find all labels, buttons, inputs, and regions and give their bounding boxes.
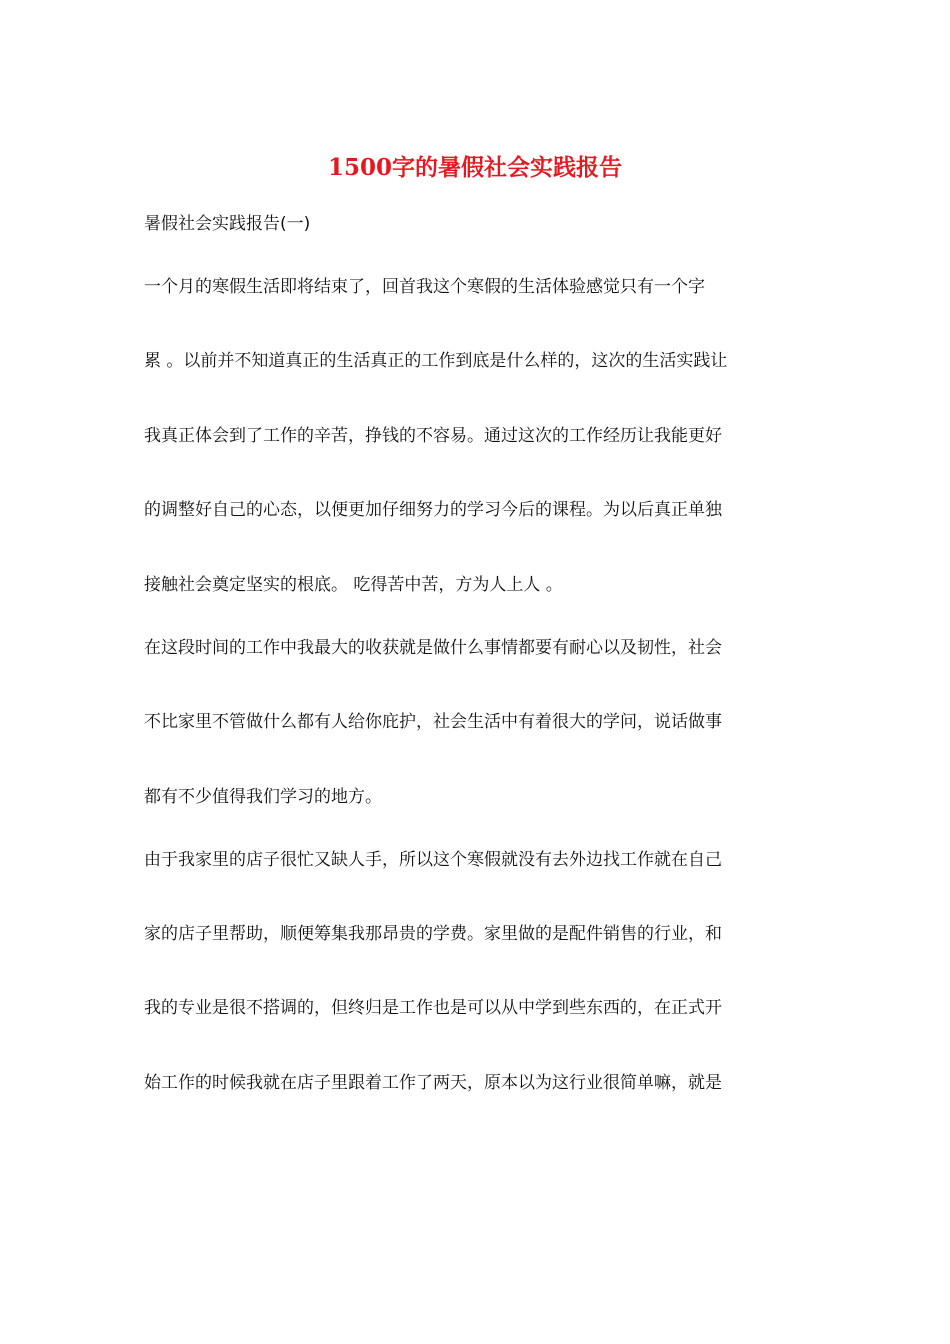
- body-line: 我真正体会到了工作的辛苦，挣钱的不容易。通过这次的工作经历让我能更好: [144, 426, 722, 446]
- body-line: 的调整好自己的心态，以便更加仔细努力的学习今后的课程。为以后真正单独: [144, 500, 722, 520]
- body-line: 都有不少值得我们学习的地方。: [144, 787, 382, 807]
- section-heading: 暑假社会实践报告(一): [144, 214, 311, 234]
- body-line: 接触社会奠定坚实的根底。 吃得苦中苦，方为人上人 。: [144, 575, 563, 595]
- document-title: 1500字的暑假社会实践报告: [327, 154, 622, 181]
- body-line: 由于我家里的店子很忙又缺人手，所以这个寒假就没有去外边找工作就在自己: [144, 850, 722, 870]
- body-line: 在这段时间的工作中我最大的收获就是做什么事情都要有耐心以及韧性，社会: [144, 638, 722, 658]
- body-line: 累 。以前并不知道真正的生活真正的工作到底是什么样的，这次的生活实践让: [144, 351, 728, 371]
- body-line: 不比家里不管做什么都有人给你庇护，社会生活中有着很大的学问，说话做事: [144, 712, 722, 732]
- body-line: 一个月的寒假生活即将结束了，回首我这个寒假的生活体验感觉只有一个字: [144, 277, 705, 297]
- body-line: 家的店子里帮助，顺便筹集我那昂贵的学费。家里做的是配件销售的行业，和: [144, 924, 722, 944]
- body-line: 始工作的时候我就在店子里跟着工作了两天，原本以为这行业很简单嘛，就是: [144, 1073, 722, 1093]
- body-line: 我的专业是很不搭调的，但终归是工作也是可以从中学到些东西的，在正式开: [144, 998, 722, 1018]
